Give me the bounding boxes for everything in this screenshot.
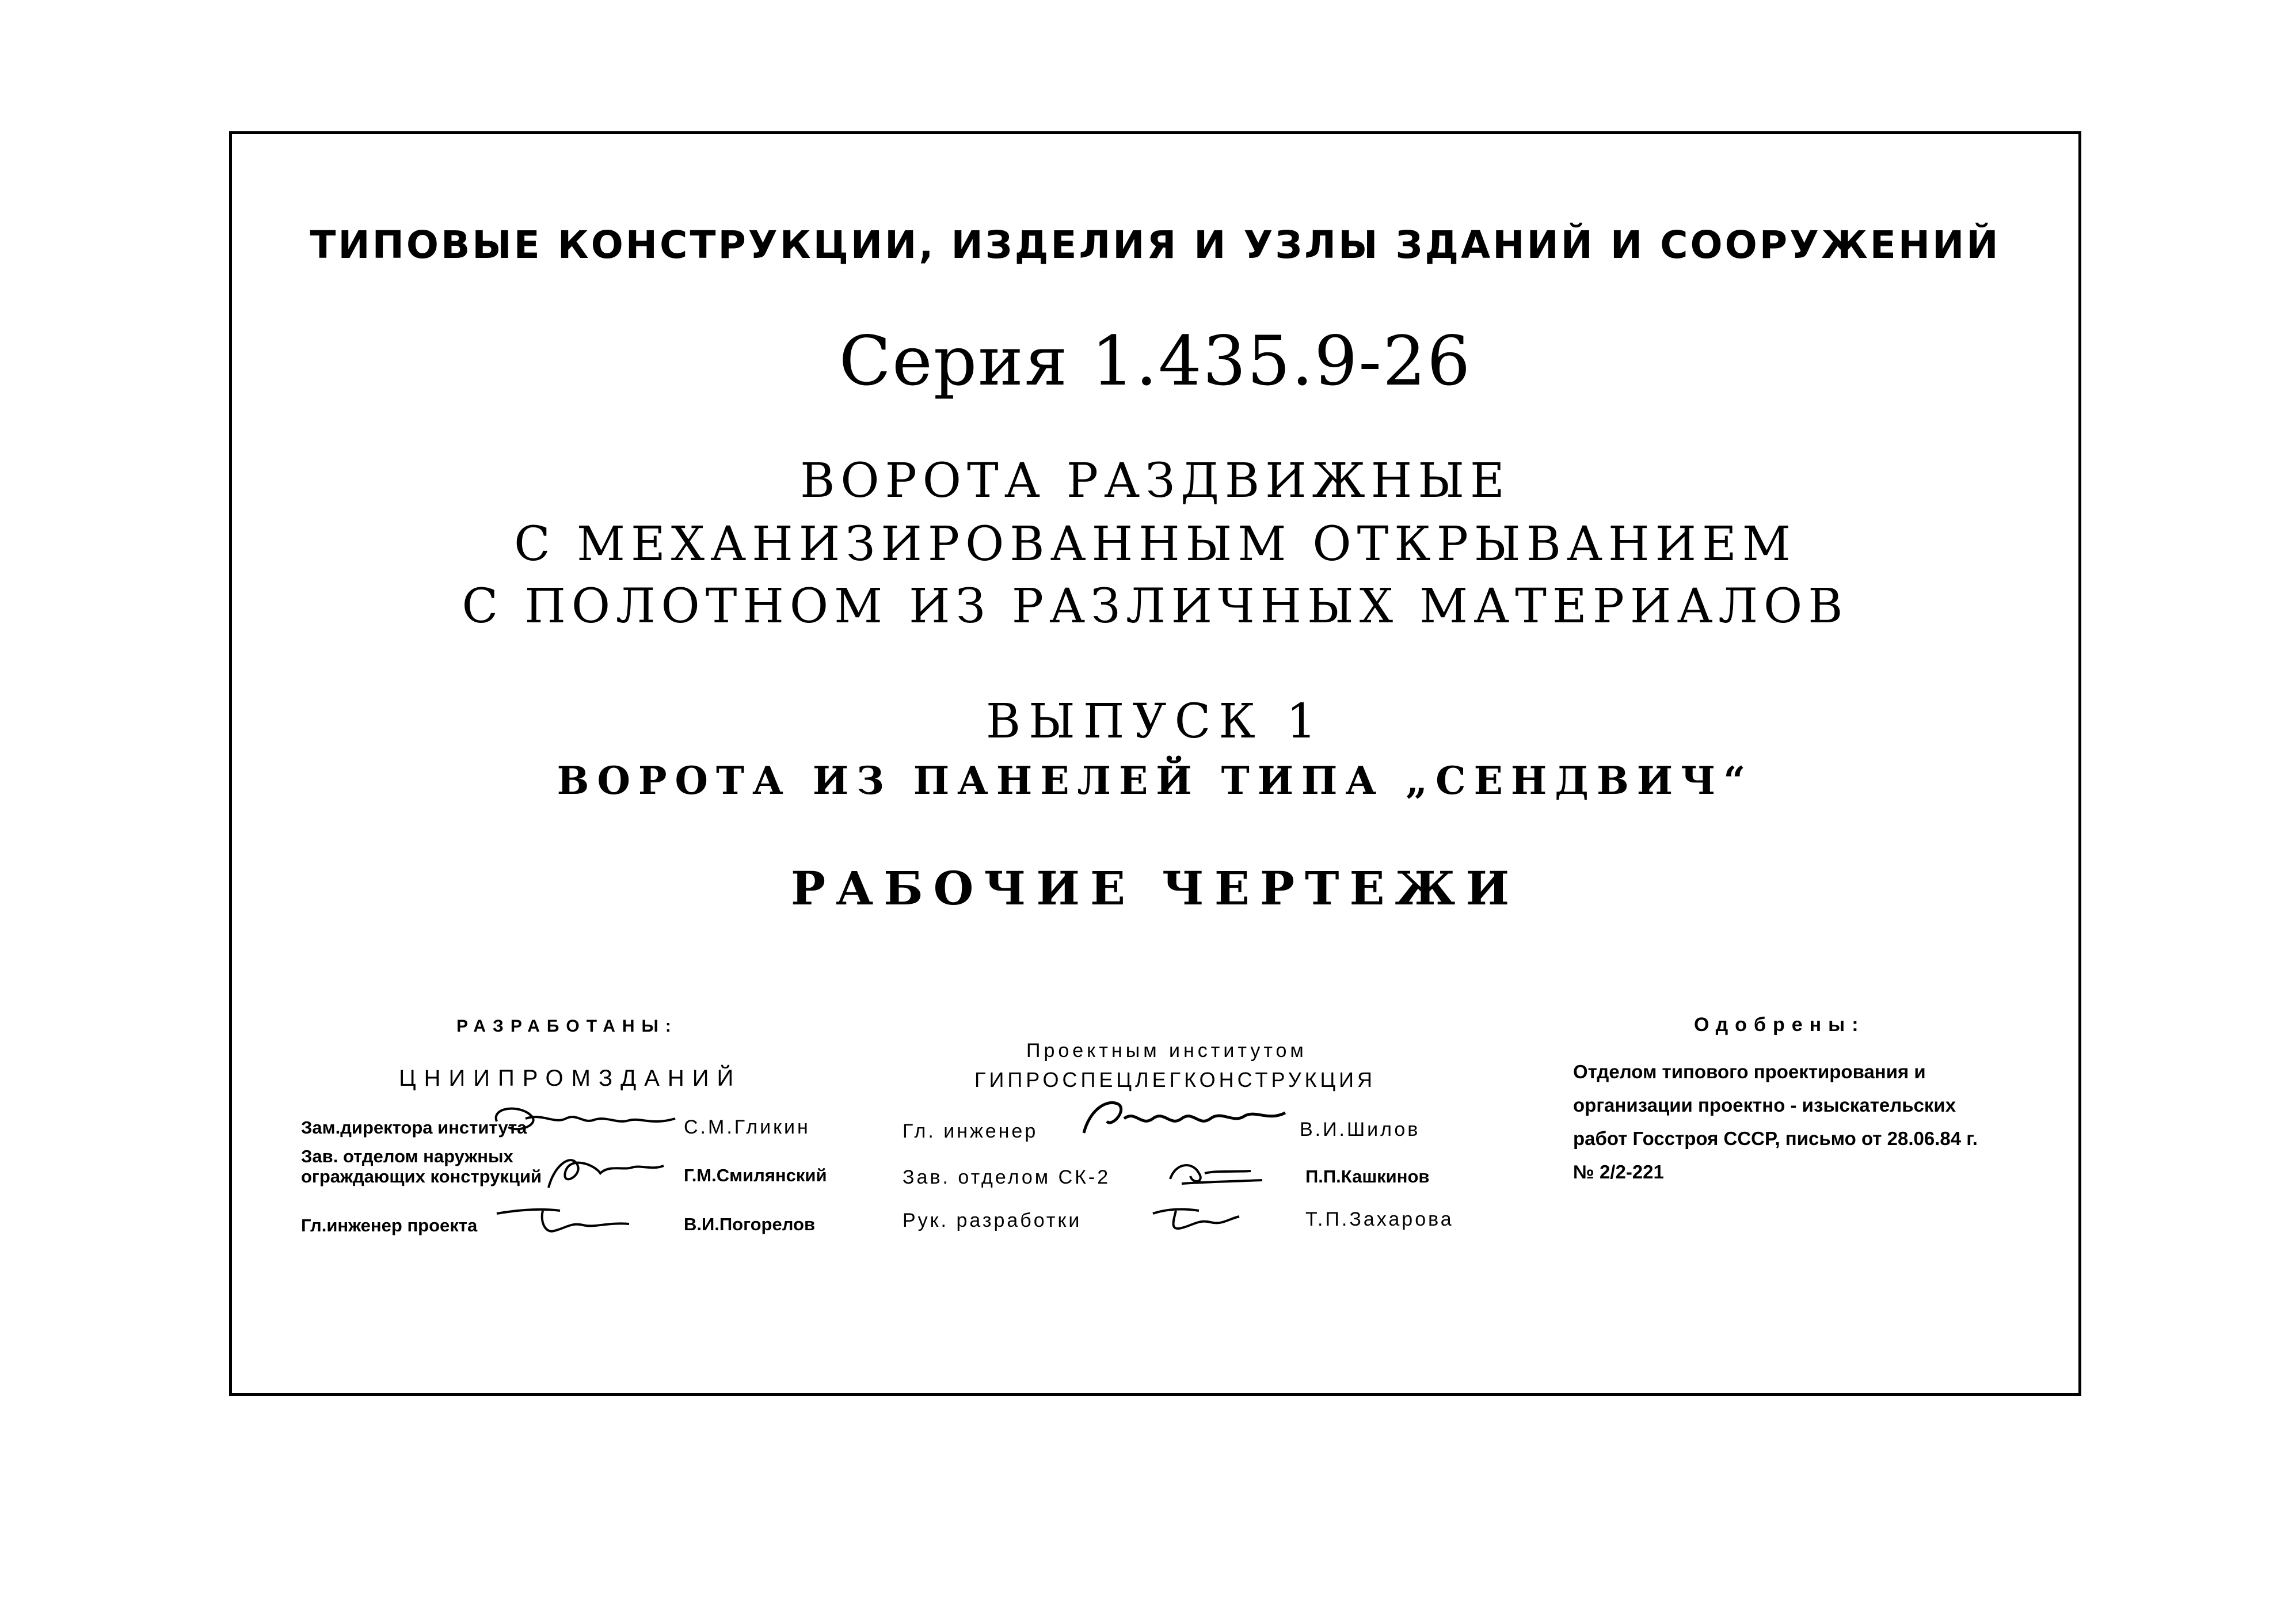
institute-role-3: Рук. разработки [903,1210,1082,1231]
institute-role-2: Зав. отделом СК-2 [903,1166,1111,1188]
signature-6-icon [1141,1196,1256,1242]
developed-name-3: В.И.Погорелов [684,1214,816,1234]
signature-2-icon [531,1147,675,1199]
approved-label: Одобрены: [1694,1014,1865,1036]
developed-label: РАЗРАБОТАНЫ: [456,1017,678,1036]
approved-line-2: организации проектно - изыскательских [1573,1094,1956,1116]
institute-role-1: Гл. инженер [903,1120,1038,1142]
approved-line-1: Отделом типового проектирования и [1573,1061,1926,1082]
title-frame [229,131,2081,1396]
developed-role-2a: Зав. отделом наружных [301,1146,513,1166]
signature-5-icon [1159,1156,1274,1191]
series-title: ТИПОВЫЕ КОНСТРУКЦИИ, ИЗДЕЛИЯ И УЗЛЫ ЗДАНИЙ И СООРУЖЕНИЙ [310,223,2001,267]
institute-name-2: П.П.Кашкинов [1305,1166,1430,1187]
series-number: Серия 1.435.9-26 [839,321,1472,401]
developed-role-3: Гл.инженер проекта [301,1215,478,1235]
developed-role-2b: ограждающих конструкций [301,1166,542,1187]
developed-role-1: Зам.директора института [301,1117,527,1138]
developed-name-2: Г.М.Смилянский [684,1165,827,1185]
title-line-2: С МЕХАНИЗИРОВАННЫМ ОТКРЫВАНИЕМ [514,517,1796,572]
institute-label: Проектным институтом [1026,1040,1307,1062]
signature-4-icon [1072,1093,1291,1144]
institute-org: ГИПРОСПЕЦЛЕГКОНСТРУКЦИЯ [974,1068,1376,1092]
institute-name-3: Т.П.Захарова [1305,1208,1454,1230]
signature-3-icon [491,1196,641,1242]
title-line-1: ВОРОТА РАЗДВИЖНЫЕ [800,454,1510,508]
approved-line-3: работ Госстроя СССР, письмо от 28.06.84 г. [1573,1128,1978,1149]
issue-subtitle: ВОРОТА ИЗ ПАНЕЛЕЙ ТИПА „СЕНДВИЧ“ [557,758,1754,803]
institute-name-1: В.И.Шилов [1300,1119,1421,1140]
issue-label: ВЫПУСК 1 [985,694,1325,749]
title-line-3: С ПОЛОТНОМ ИЗ РАЗЛИЧНЫХ МАТЕРИАЛОВ [462,579,1849,634]
approved-line-4: № 2/2-221 [1573,1161,1664,1182]
developed-org: ЦНИИПРОМЗДАНИЙ [399,1066,742,1091]
developed-name-1: С.М.Гликин [684,1116,810,1138]
signature-1-icon [485,1101,687,1142]
working-drawings-label: РАБОЧИЕ ЧЕРТЕЖИ [790,861,1520,915]
